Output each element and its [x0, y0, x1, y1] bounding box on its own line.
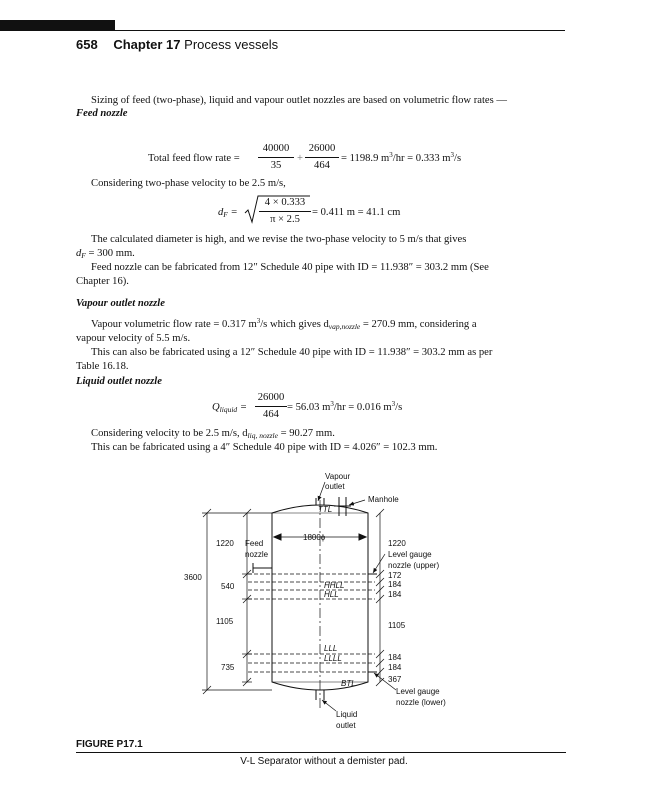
lower-gauge-label-1: Level gauge	[396, 687, 440, 696]
calc-line-2: $d_F = 300$ mm.	[76, 248, 135, 260]
feed-label-1: Feed	[245, 539, 264, 548]
left-dim-1105: 1105	[216, 617, 234, 626]
upper-gauge-label-2: nozzle (upper)	[388, 561, 440, 570]
fraction-bar	[305, 157, 339, 158]
liq-line-1: Considering velocity to be 2.5 m/s, $d_{liq, nozzle} = 90.27$ mm.	[91, 428, 335, 440]
vap-line-4: Table 16.18.	[76, 361, 129, 372]
figure-label: FIGURE P17.1	[76, 739, 143, 750]
header-rule	[0, 30, 565, 31]
fab-line-1: Feed nozzle can be fabricated from 12″ Schedule 40 pipe with ID = 11.938″ = 303.2 mm (See	[91, 262, 489, 273]
df-result: = 0.411 m = 41.1 cm	[312, 207, 401, 218]
diameter-label: 1800ϕ	[303, 533, 326, 542]
ttl-label: TTL	[318, 505, 333, 514]
manhole-label: Manhole	[368, 495, 399, 504]
fraction-bar	[255, 406, 287, 407]
vap-line-1: Vapour volumetric flow rate = 0.317 $m^3/s$ which gives $d_{vap,nozzle} = 270.9$ mm, considering a	[91, 317, 477, 331]
lower-gauge-label-2: nozzle (lower)	[396, 698, 446, 707]
right-dim-184a: 184	[388, 580, 402, 589]
right-dim-184b: 184	[388, 590, 402, 599]
left-ticks	[202, 509, 272, 694]
page-header	[76, 37, 278, 52]
fraction-bar	[259, 211, 311, 212]
q-den: 464	[263, 409, 279, 420]
q-result: = 56.03 $m^3/hr = 0.016$ $m^3/s$	[287, 400, 403, 413]
page-number: 658	[76, 37, 98, 52]
total-num2: 26000	[308, 143, 336, 154]
llll-label: LLLL	[324, 654, 342, 663]
total-height-label: 3600	[184, 573, 202, 582]
vapour-label-1: Vapour	[325, 472, 351, 481]
df-num: 4 × 0.333	[264, 197, 306, 208]
btl-label: BTL	[341, 679, 356, 688]
fraction-bar	[258, 157, 294, 158]
hll-label: HLL	[324, 590, 339, 599]
vap-line-2: vapour velocity of 5.5 m/s.	[76, 333, 191, 344]
liquid-label-2: outlet	[336, 721, 356, 730]
total-num1: 40000	[262, 143, 290, 154]
figure-rule	[76, 752, 566, 753]
right-dim-1220: 1220	[388, 539, 406, 548]
upper-leader	[373, 554, 385, 573]
df-lhs: $d_F$ =	[218, 207, 238, 219]
left-dim-540: 540	[221, 582, 235, 591]
plus-sign: +	[297, 153, 303, 164]
vap-line-3: This can also be fabricated using a 12″ Schedule 40 pipe with ID = 11.938″ = 303.2 mm as per	[91, 347, 493, 358]
level-lines	[248, 574, 375, 672]
liq-line-2: This can be fabricated using a 4″ Schedule 40 pipe with ID = 4.026″ = 102.3 mm.	[91, 442, 438, 453]
figure-caption: V-L Separator without a demister pad.	[240, 756, 408, 767]
calc-line-1: The calculated diameter is high, and we revise the two-phase velocity to 5 m/s that gives	[91, 234, 467, 245]
left-dim-1220: 1220	[216, 539, 234, 548]
feed-heading: Feed nozzle	[76, 108, 128, 119]
total-label: Total feed flow rate =	[148, 153, 240, 164]
vap-heading: Vapour outlet nozzle	[76, 298, 165, 309]
intro-text: Sizing of feed (two-phase), liquid and vapour outlet nozzles are based on volumetric flow rates —	[91, 95, 507, 106]
q-num: 26000	[257, 392, 285, 403]
two-phase-text: Considering two-phase velocity to be 2.5 m/s,	[91, 178, 286, 189]
liquid-label-1: Liquid	[336, 710, 358, 719]
right-dim-172: 172	[388, 571, 402, 580]
right-dim-367: 367	[388, 675, 402, 684]
right-dim-1105: 1105	[388, 621, 406, 630]
upper-gauge-label-1: Level gauge	[388, 550, 432, 559]
q-lhs: $Q_{liquid}$ =	[212, 402, 247, 414]
df-den: π × 2.5	[270, 214, 300, 225]
hhll-label: HHLL	[324, 581, 345, 590]
right-dim-184c: 184	[388, 653, 402, 662]
liq-heading: Liquid outlet nozzle	[76, 376, 162, 387]
chapter-label: Chapter 17	[113, 37, 181, 52]
right-dim-184d: 184	[388, 663, 402, 672]
total-result: = 1198.9 $m^3/hr = 0.333$ $m^3/s$	[341, 151, 462, 164]
lll-label: LLL	[324, 644, 338, 653]
separator-diagram	[0, 465, 648, 740]
vapour-label-2: outlet	[325, 482, 345, 491]
manhole-leader	[349, 500, 365, 505]
left-dim-735: 735	[221, 663, 235, 672]
liquid-leader	[322, 700, 336, 711]
section-title: Process vessels	[184, 37, 279, 52]
total-den1: 35	[270, 160, 282, 171]
total-den2: 464	[314, 160, 330, 171]
fab-line-2: Chapter 16).	[76, 276, 129, 287]
feed-label-2: nozzle	[245, 550, 269, 559]
